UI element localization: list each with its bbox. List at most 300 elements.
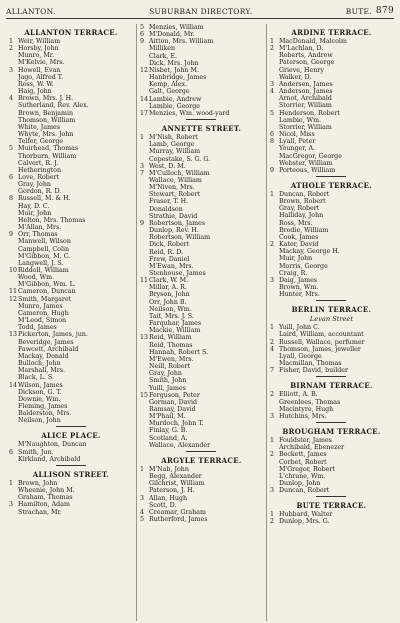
list-item	[9, 45, 133, 52]
section-divider	[186, 451, 216, 452]
list-item	[270, 138, 393, 145]
resident-name: Wilson, James	[18, 381, 63, 389]
resident-name: Menzies, Wm. wood-yard	[148, 109, 230, 117]
resident-name: Gordon, R. D.	[18, 188, 62, 196]
resident-name: Orr, John B.	[148, 298, 187, 306]
section-title: ARDINE TERRACE.	[291, 28, 372, 37]
house-number: 2	[269, 338, 274, 346]
resident-name: Beckett, James	[278, 451, 327, 459]
resident-name: Telfer, George	[18, 138, 64, 146]
resident-name: Fawcett, Archibald	[18, 345, 79, 353]
list-item	[9, 267, 133, 274]
list-item	[270, 487, 393, 494]
resident-name: Macmillan, Thomas	[278, 360, 342, 368]
resident-name: Sutherland, Rev. Alex.	[18, 102, 89, 110]
list-item	[140, 163, 263, 170]
list-item	[270, 102, 393, 109]
resident-name: Ramsay, David	[148, 405, 196, 413]
resident-name: M'Naughton, Duncan	[18, 441, 87, 449]
house-number: 8	[9, 195, 14, 203]
resident-name: Langwell, J. S.	[18, 259, 64, 267]
list-item	[140, 110, 263, 117]
list-item	[9, 167, 133, 174]
section-subtitle: Levan Street	[309, 315, 353, 324]
list-item	[270, 360, 393, 367]
directory-column	[136, 24, 266, 621]
list-item	[9, 367, 133, 374]
resident-name: Ross, Mrs.	[278, 219, 313, 227]
list-item	[270, 198, 393, 205]
list-item	[9, 260, 133, 267]
list-item	[9, 382, 133, 389]
house-number: 2	[269, 391, 274, 399]
list-item	[9, 346, 133, 353]
resident-name: Jago, Alfred T.	[18, 73, 64, 81]
resident-name: Brown, Wm.	[278, 284, 319, 291]
resident-name: Balderston, Mrs.	[18, 410, 72, 418]
resident-name: Lambie, Andrew	[148, 95, 202, 103]
house-number: 3	[269, 487, 274, 495]
list-item	[140, 356, 263, 363]
list-item	[270, 324, 393, 331]
list-item	[270, 473, 393, 480]
resident-name: Corbet, Robert	[278, 458, 327, 466]
resident-name: Dunlop, Rev. H.	[148, 227, 199, 235]
list-item	[270, 153, 393, 160]
resident-name: Copestake, S. G. G.	[148, 155, 211, 163]
list-item	[9, 131, 133, 138]
resident-name: Fraser, T. H.	[148, 198, 189, 206]
house-number: 6	[139, 31, 144, 39]
list-item	[9, 374, 133, 381]
house-number: 11	[9, 288, 18, 296]
list-item	[140, 38, 263, 45]
resident-name: Tait, Mrs. J. S.	[148, 312, 194, 320]
list-item	[140, 234, 263, 241]
list-item	[270, 367, 393, 374]
list-item	[270, 444, 393, 451]
list-item	[9, 210, 133, 217]
resident-name: Donaldson	[148, 205, 183, 213]
resident-name: Robertson, James	[148, 219, 206, 227]
list-item	[270, 511, 393, 518]
list-item	[270, 234, 393, 241]
resident-name: Fouldster, James	[278, 437, 332, 445]
house-number: 3	[9, 66, 14, 74]
list-item	[9, 339, 133, 346]
resident-name: Clark, W. M.	[148, 277, 189, 285]
house-number: 1	[139, 465, 144, 473]
house-number: 15	[139, 391, 148, 399]
resident-name: Lamb, George	[148, 141, 195, 149]
house-number: 2	[269, 451, 274, 459]
resident-name: Millar, A. R.	[148, 284, 187, 292]
list-item	[270, 160, 393, 167]
resident-name: Hay, D. C.	[18, 202, 50, 210]
resident-name: Elliott, A. B.	[278, 391, 318, 399]
resident-name: Kemp, Alex.	[148, 81, 188, 89]
resident-name: Dick, Robert	[148, 241, 190, 249]
resident-name: Downie, Wm.	[18, 395, 61, 403]
list-item	[9, 417, 133, 424]
list-item	[140, 487, 263, 494]
list-item	[9, 38, 133, 45]
resident-name: Wallace, Alexander	[148, 441, 211, 449]
list-item	[140, 363, 263, 370]
list-item	[9, 88, 133, 95]
house-number: 5	[269, 109, 274, 117]
house-number: 9	[139, 38, 144, 46]
list-item	[270, 220, 393, 227]
house-number: 11	[139, 277, 148, 285]
list-item	[140, 74, 263, 81]
list-item	[270, 59, 393, 66]
list-item	[270, 459, 393, 466]
list-item	[140, 370, 263, 377]
resident-name: Murdoch, John T.	[148, 420, 204, 428]
list-item	[140, 399, 263, 406]
resident-name: Stewart, Robert	[148, 191, 201, 199]
list-item	[140, 480, 263, 487]
resident-name: Laird, William, accountant	[278, 331, 364, 339]
section-title: BERLIN TERRACE.	[291, 305, 372, 315]
list-item	[270, 399, 393, 406]
list-item	[140, 256, 263, 263]
list-item	[140, 413, 263, 420]
list-item	[140, 406, 263, 413]
list-item	[140, 291, 263, 298]
resident-name: Scott, D.	[148, 501, 177, 509]
list-item	[140, 320, 263, 327]
house-number: 5	[139, 24, 144, 31]
list-item	[270, 227, 393, 234]
section-divider	[56, 465, 86, 466]
list-item	[140, 148, 263, 155]
page-header	[6, 4, 394, 19]
resident-name: Ferguson, Peter	[148, 391, 200, 399]
house-number: 1	[269, 38, 274, 45]
list-item	[140, 96, 263, 103]
list-item	[140, 306, 263, 313]
resident-name: Smith, John	[148, 377, 187, 385]
resident-name: Rutherford, James	[148, 516, 208, 523]
resident-name: M'Nab, John	[148, 465, 189, 473]
list-item	[140, 156, 263, 163]
resident-name: Cameron, Hugh	[18, 309, 69, 317]
list-item	[140, 516, 263, 523]
resident-name: Black, L. S.	[18, 374, 55, 382]
resident-name: Hamilton, Adam	[18, 501, 70, 509]
list-item	[270, 88, 393, 95]
resident-name: Yuill, John C.	[278, 324, 320, 332]
list-item	[270, 145, 393, 152]
house-number: 2	[9, 45, 14, 53]
resident-name: Brown, Mrs. J. H.	[18, 95, 74, 103]
list-item	[140, 31, 263, 38]
resident-name: Wood, Wm.	[18, 274, 55, 282]
list-item	[9, 441, 133, 448]
house-number: 6	[269, 131, 274, 139]
resident-name: Strachan, Mr.	[18, 508, 62, 516]
house-number: 3	[269, 412, 274, 420]
list-item	[270, 74, 393, 81]
house-number: 3	[139, 494, 144, 502]
resident-name: Dunlop, Mrs. G.	[278, 518, 330, 526]
list-item	[270, 466, 393, 473]
resident-name: Menzies, William	[148, 24, 204, 31]
list-item	[140, 241, 263, 248]
resident-name: Mackay, George H.	[278, 248, 340, 256]
resident-name: Roberts, Andrew	[278, 52, 333, 60]
section-divider	[316, 496, 346, 497]
list-item	[9, 296, 133, 303]
list-item	[270, 117, 393, 124]
resident-name: MacGregor, George	[278, 152, 342, 160]
list-item	[9, 160, 133, 167]
resident-name: Gray, John	[148, 370, 182, 378]
list-item	[140, 313, 263, 320]
list-item	[9, 456, 133, 463]
section-divider	[316, 300, 346, 301]
resident-name: M'Kelvie, Mrs.	[18, 59, 65, 67]
house-number: 12	[9, 295, 18, 303]
list-item	[9, 231, 133, 238]
resident-name: Manwell, Wilson	[18, 238, 71, 246]
resident-name: M'Allan, Mrs.	[18, 224, 62, 232]
header-right: BUTE.	[345, 6, 372, 16]
list-item	[140, 284, 263, 291]
list-item	[140, 377, 263, 384]
list-item	[140, 249, 263, 256]
resident-name: M'Phail, M.	[148, 413, 186, 421]
section-divider	[56, 426, 86, 427]
list-item	[9, 288, 133, 295]
resident-name: Graham, Thomas	[18, 494, 73, 502]
list-item	[140, 342, 263, 349]
resident-name: Todd, James	[18, 324, 57, 332]
resident-name: Brown, John	[18, 479, 58, 487]
list-item	[140, 435, 263, 442]
list-item	[9, 81, 133, 88]
list-item	[270, 406, 393, 413]
resident-name: Russell, Wallace, perfumer	[278, 338, 365, 346]
resident-name: M'Donald, Mr.	[148, 31, 195, 39]
list-item	[270, 346, 393, 353]
resident-name: Strathie, David	[148, 212, 198, 220]
resident-name: Galt, George	[148, 88, 190, 96]
resident-name: Frew, Daniel	[148, 255, 190, 263]
house-number: 4	[139, 508, 144, 516]
house-number: 5	[139, 516, 144, 523]
list-item	[140, 392, 263, 399]
house-number: 3	[269, 276, 274, 284]
house-number: 3	[9, 501, 14, 509]
resident-name: Horsby, John	[18, 45, 59, 53]
resident-name: M'Gibbon, M. C.	[18, 252, 71, 260]
resident-name: Milliken	[148, 45, 176, 53]
resident-name: Murray, William	[148, 148, 201, 156]
list-item	[140, 427, 263, 434]
resident-name: Calvert, R. J.	[18, 159, 59, 167]
resident-name: Mackie, William	[148, 327, 201, 335]
resident-name: Hanbridge, James	[148, 74, 207, 82]
section-title: ALICE PLACE.	[41, 431, 101, 441]
list-item	[9, 403, 133, 410]
section-title: ATHOLE TERRACE.	[290, 180, 373, 190]
list-item	[270, 263, 393, 270]
resident-name: Brown, Robert	[278, 198, 326, 206]
resident-name: Hannah, Robert S.	[148, 348, 209, 356]
resident-name: Aitton, Mrs. William	[148, 38, 214, 46]
resident-name: Hetherington	[18, 166, 62, 174]
section-title: ANNETTE STREET.	[161, 124, 242, 134]
list-item	[9, 174, 133, 181]
house-number: 9	[139, 219, 144, 227]
list-item	[270, 38, 393, 45]
resident-name: Greenlees, Thomas	[278, 398, 341, 406]
list-item	[270, 248, 393, 255]
resident-name: Lambie, George	[148, 102, 200, 110]
directory-column	[266, 24, 396, 621]
list-item	[140, 45, 263, 52]
list-item	[140, 277, 263, 284]
header-middle: SUBURBAN DIRECTORY.	[149, 6, 253, 16]
resident-name: Hutchins, Mrs.	[278, 412, 327, 420]
list-item	[270, 270, 393, 277]
list-item	[9, 67, 133, 74]
list-item	[9, 317, 133, 324]
house-number: 6	[9, 173, 14, 181]
list-item	[140, 177, 263, 184]
resident-name: Dick, Mrs. John	[148, 59, 199, 67]
list-item	[140, 220, 263, 227]
resident-name: Muirhead, Thomas	[18, 145, 79, 153]
resident-name: Nicol, Miss	[278, 131, 315, 139]
house-number: 9	[9, 231, 14, 239]
house-number: 1	[9, 38, 14, 45]
resident-name: Duncan, Robert	[278, 487, 330, 495]
resident-name: Munro, James	[18, 302, 63, 310]
resident-name: Paterson, J. H.	[148, 487, 195, 495]
list-item	[140, 213, 263, 220]
section-divider	[316, 422, 346, 423]
resident-name: M'Lachlan, D.	[278, 45, 324, 53]
list-item	[140, 349, 263, 356]
resident-name: Cameron, Duncan	[18, 288, 76, 296]
list-item	[270, 339, 393, 346]
list-item	[9, 195, 133, 202]
list-item	[140, 60, 263, 67]
resident-name: Weir, William	[18, 38, 61, 45]
list-item	[270, 191, 393, 198]
list-item	[9, 253, 133, 260]
list-item	[140, 191, 263, 198]
resident-name: Marshall, Mrs.	[18, 367, 65, 375]
resident-name: Craig, R.	[278, 269, 308, 277]
list-item	[9, 310, 133, 317]
resident-name: Duncan, Robert	[278, 190, 330, 198]
resident-name: Webster, William	[278, 159, 333, 167]
header-left: ALLANTON.	[6, 6, 56, 16]
list-item	[270, 45, 393, 52]
list-item	[140, 206, 263, 213]
section-divider	[186, 119, 216, 120]
resident-name: Lyall, Peter	[278, 138, 316, 146]
list-item	[9, 389, 133, 396]
section-title: BIRNAM TERRACE.	[290, 381, 373, 391]
resident-name: Halliday, John	[278, 212, 324, 220]
resident-name: Fisher, David, builder	[278, 367, 348, 375]
resident-name: Storrier, William	[278, 102, 332, 110]
resident-name: Brodie, William	[278, 226, 329, 234]
house-number: 17	[139, 109, 148, 117]
list-item	[140, 466, 263, 473]
resident-name: Mackay, Donald	[18, 352, 69, 360]
resident-name: Wallace, William	[148, 176, 202, 184]
list-item	[9, 102, 133, 109]
house-number: 8	[269, 138, 274, 146]
resident-name: Orr, Thomas	[18, 231, 58, 239]
resident-name: Fleming, James	[18, 402, 68, 410]
list-item	[270, 284, 393, 291]
house-number: 1	[269, 437, 274, 445]
resident-name: M'Gregor, Robert	[278, 465, 335, 473]
resident-name: Storrier, William	[278, 123, 332, 131]
directory-column	[6, 24, 136, 621]
house-number: 10	[9, 267, 18, 274]
resident-name: Brown, Benjamin	[18, 109, 74, 117]
resident-name: Thomson, James, jeweller	[278, 345, 361, 353]
resident-name: Kirkland, Archibald	[18, 455, 81, 463]
resident-name: Howell, Evan	[18, 66, 61, 74]
resident-name: M'Leod, Simon	[18, 317, 67, 325]
list-item	[9, 480, 133, 487]
list-item	[140, 334, 263, 341]
list-item	[270, 277, 393, 284]
resident-name: Grieve, Henry	[278, 66, 324, 74]
list-item	[270, 480, 393, 487]
list-item	[270, 437, 393, 444]
house-number: 3	[139, 162, 144, 170]
resident-name: Reid, R. D.	[148, 248, 184, 256]
list-item	[9, 487, 133, 494]
list-item	[270, 205, 393, 212]
section-title: BUTE TERRACE.	[296, 501, 367, 511]
resident-name: M'Nish, Robert	[148, 134, 198, 142]
resident-name: Gray, John	[18, 181, 51, 189]
list-item	[9, 494, 133, 501]
resident-name: MacDonald, Malcolm	[278, 38, 347, 45]
house-number: 1	[269, 511, 274, 519]
resident-name: Hunter, Mrs.	[278, 291, 320, 299]
resident-name: Whyte, Mrs. John	[18, 131, 74, 139]
list-item	[140, 509, 263, 516]
list-item	[270, 131, 393, 138]
list-item	[9, 188, 133, 195]
list-item	[140, 502, 263, 509]
resident-name: Pickerton, James, jun.	[18, 331, 88, 339]
resident-name: Campbell, Colin	[18, 245, 70, 253]
house-number: 4	[269, 345, 274, 353]
section-divider	[316, 376, 346, 377]
list-item	[270, 391, 393, 398]
resident-name: Anderson, James	[278, 88, 333, 96]
resident-name: Thomson, William	[18, 116, 76, 124]
list-item	[270, 110, 393, 117]
resident-name: Yuill, James	[148, 384, 186, 392]
house-number: 2	[269, 45, 274, 53]
list-item	[9, 303, 133, 310]
